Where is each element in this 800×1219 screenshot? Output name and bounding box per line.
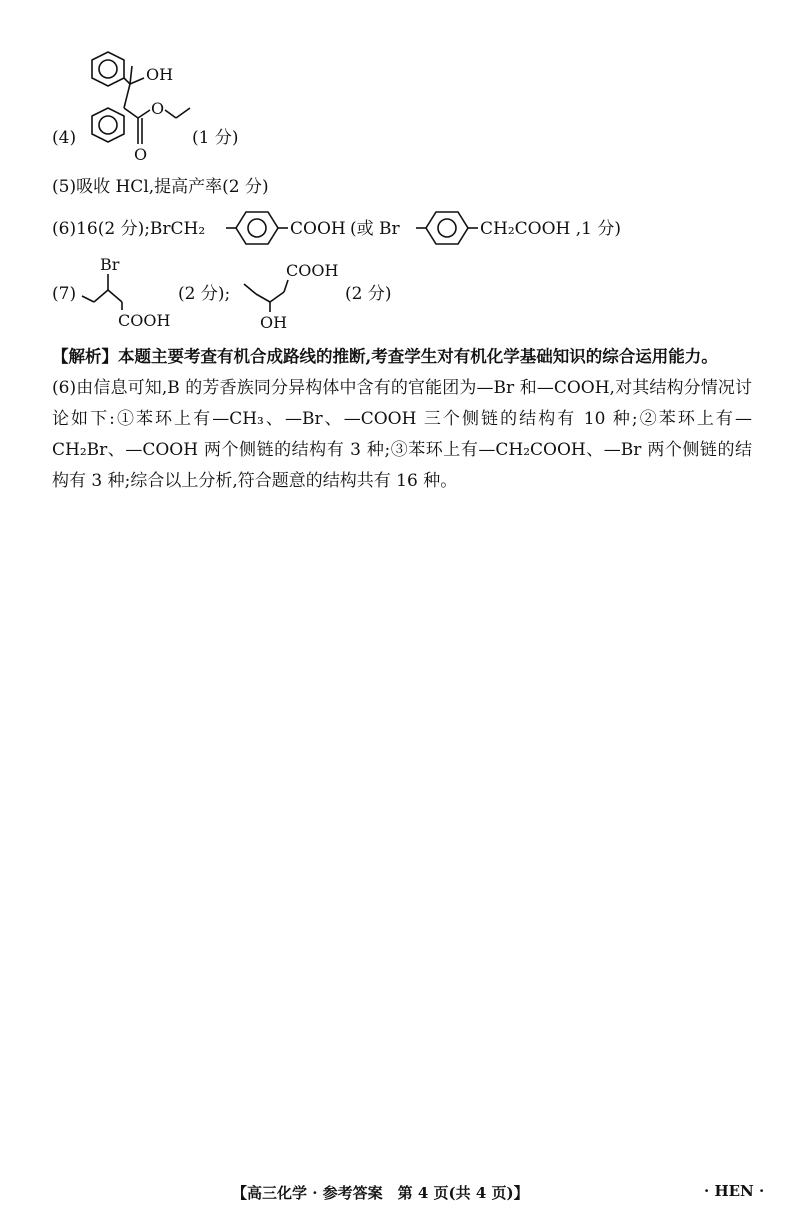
analysis-body: (6)由信息可知,B 的芳香族同分异构体中含有的官能团为—Br 和—COOH,对其结构分情况讨论如下:①苯环上有—CH₃、—Br、—COOH 三个侧链的结构有 10 种;②苯环上有—CH₂Br、—COOH 两个侧链的结构有 3 种;③苯环上有—CH₂COOH、—Br 两个侧链的结构有 3 种;综合以上分析,符合题意的结构共有 16 种。 [52, 378, 752, 491]
q7-score-1: (2 分); [178, 284, 231, 304]
footer-page-info: 【高三化学 · 参考答案 第 4 页(共 4 页)】 [232, 1184, 529, 1202]
q4-score: (1 分) [192, 128, 239, 148]
benzene-ring [426, 212, 468, 244]
analysis-tag: 【解析】 [52, 347, 118, 366]
br-label: Br [100, 255, 120, 274]
q7-structure-2 [240, 254, 360, 334]
analysis-intro [52, 341, 792, 372]
ester-o-label: O [151, 99, 165, 118]
oh-label: OH [146, 65, 174, 84]
q6-benzene-2 [416, 208, 482, 248]
q6-cooh: COOH [290, 219, 346, 239]
q7-score-2: (2 分) [345, 284, 392, 304]
q6-benzene-1 [226, 208, 292, 248]
q6-alt-open: (或 Br [350, 219, 400, 239]
carbonyl-o-label: O [134, 145, 148, 164]
q5-answer: (5)吸收 HCl,提高产率(2 分) [52, 177, 269, 197]
q7-number: (7) [52, 284, 77, 304]
oh-label: OH [260, 313, 288, 332]
cooh-label: COOH [118, 311, 171, 330]
q7-structure-1 [78, 254, 188, 334]
benzene-ring-upper [92, 52, 124, 86]
q4-number: (4) [52, 128, 77, 148]
q4-structure [70, 52, 230, 172]
analysis-intro-text: 本题主要考查有机合成路线的推断,考查学生对有机化学基础知识的综合运用能力。 [118, 347, 718, 366]
footer-code: · HEN · [704, 1182, 765, 1200]
q6-prefix: (6)16(2 分);BrCH₂ [52, 219, 206, 239]
cooh-label: COOH [286, 261, 339, 280]
benzene-ring [236, 212, 278, 244]
q6-alt-tail: CH₂COOH ,1 分) [480, 219, 622, 239]
benzene-ring-lower [92, 108, 124, 142]
